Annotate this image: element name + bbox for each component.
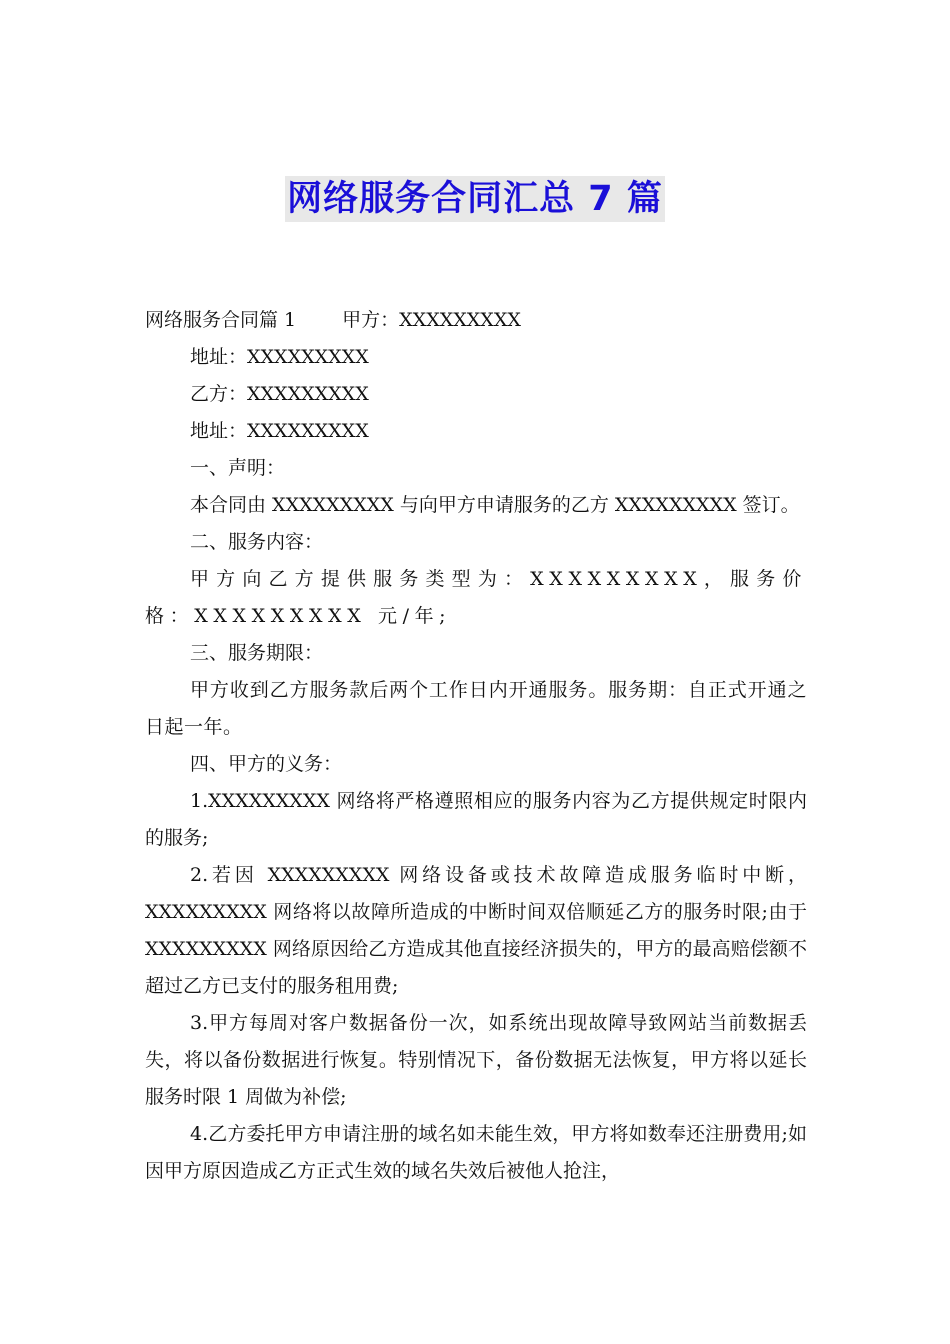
- section-heading-declaration: 一、声明：: [190, 457, 286, 479]
- contract-section-label: 网络服务合同篇 1: [145, 309, 297, 331]
- document-body: [145, 302, 807, 1190]
- document-title: 网络服务合同汇总 7 篇: [285, 176, 665, 222]
- paragraph-address-a: 地址：XXXXXXXXX: [190, 346, 369, 368]
- paragraph-declaration: 本合同由 XXXXXXXXX 与向甲方申请服务的乙方 XXXXXXXXX 签订。: [190, 494, 800, 516]
- section-heading-service-term: 三、服务期限：: [190, 642, 324, 664]
- paragraph-service-content: 甲方向乙方提供服务类型为：XXXXXXXXX，服务价格：XXXXXXXXX 元/年;: [145, 568, 807, 627]
- paragraph-obligation-1: 1.XXXXXXXXX 网络将严格遵照相应的服务内容为乙方提供规定时限内的服务;: [145, 790, 807, 849]
- paragraph-party-b: 乙方：XXXXXXXXX: [190, 383, 369, 405]
- paragraph-service-term: 甲方收到乙方服务款后两个工作日内开通服务。服务期：自正式开通之日起一年。: [145, 679, 807, 738]
- section-heading-service-content: 二、服务内容：: [190, 531, 324, 553]
- paragraph-heading-party-a: [145, 302, 807, 339]
- paragraph-obligation-2: 2.若因 XXXXXXXXX 网络设备或技术故障造成服务临时中断，XXXXXXXXX 网络将以故障所造成的中断时间双倍顺延乙方的服务时限;由于 XXXXXXXXX 网络原因给乙方造成其他直接经济损失的，甲方的最高赔偿额不超过乙方已支付的服务租用费;: [145, 864, 807, 997]
- paragraph-obligation-4: 4.乙方委托甲方申请注册的域名如未能生效，甲方将如数奉还注册费用;如因甲方原因造成乙方正式生效的域名失效后被他人抢注，: [145, 1123, 807, 1182]
- party-a-line: 甲方：XXXXXXXXX: [342, 309, 521, 331]
- paragraph-address-b: 地址：XXXXXXXXX: [190, 420, 369, 442]
- title-container: [0, 176, 950, 222]
- paragraph-obligation-3: 3.甲方每周对客户数据备份一次，如系统出现故障导致网站当前数据丢失，将以备份数据进行恢复。特别情况下，备份数据无法恢复，甲方将以延长服务时限 1 周做为补偿;: [145, 1012, 807, 1108]
- section-heading-party-a-obligations: 四、甲方的义务：: [190, 753, 343, 775]
